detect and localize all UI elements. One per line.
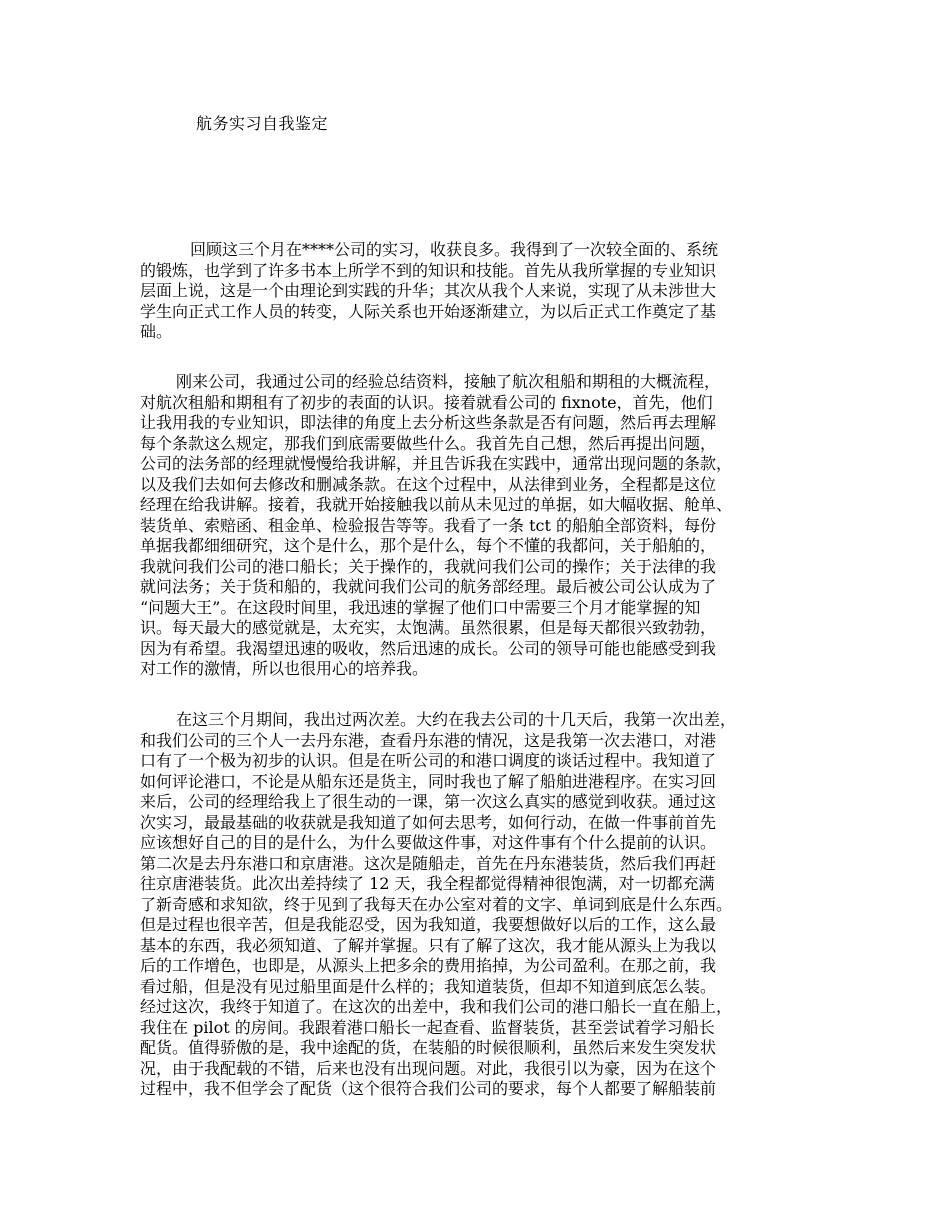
text-line: 和我们公司的三个人一去丹东港，查看丹东港的情况，这是我第一次去港口，对港 (140, 730, 717, 750)
paragraph-business-trips (140, 710, 830, 1100)
paragraph-review (140, 240, 830, 343)
text-line: 经理在给我讲解。接着，我就开始接触我以前从未见过的单据，如大幅收据、舱单、 (140, 495, 733, 514)
text-line: 看过船，但是没有见过船里面是什么样的；我知道装货，但却不知道到底怎么装。 (140, 976, 717, 996)
text-line: 过程中，我不但学会了配货（这个很符合我们公司的要求，每个人都要了解船装前 (140, 1079, 717, 1098)
text-line: 我就问我们公司的港口船长；关于操作的，我就问我们公司的操作；关于法律的我 (140, 556, 717, 576)
text-line: 但是过程也很辛苦，但是我能忍受，因为我知道，我要想做好以后的工作，这么最 (140, 915, 717, 934)
text-line: 学生向正式工作人员的转变，人际关系也开始逐渐建立，为以后正式工作奠定了基 (140, 301, 717, 321)
text-line: “问题大王”。在这段时间里，我迅速的掌握了他们口中需要三个月才能掌握的知 (140, 597, 701, 617)
text-line: 层面上说，这是一个由理论到实践的升华；其次从我个人来说，实现了从未涉世大 (140, 281, 717, 300)
text-line: 应该想好自己的目的是什么，为什么要做这件事，对这件事有个什么提前的认识。 (140, 833, 717, 852)
text-line: 况，由于我配载的不错，后来也没有出现问题。对此，我很引以为豪，因为在这个 (140, 1058, 717, 1078)
text-line: 以及我们去如何去修改和删减条款。在这个过程中，从法律到业务，全程都是这位 (140, 474, 717, 494)
text-line: 了新奇感和求知欲，终于见到了我每天在办公室对着的文字、单词到底是什么东西。 (140, 894, 733, 914)
text-line: 的锻炼，也学到了许多书本上所学不到的知识和技能。首先从我所掌握的专业知识 (140, 260, 717, 280)
text-line: 础。 (140, 322, 173, 341)
text-line: 往京唐港装货。此次出差持续了 12 天，我全程都觉得精神很饱满，对一切都充满 (140, 874, 715, 893)
text-line: 就问法务；关于货和船的，我就问我们公司的航务部经理。最后被公司公认成为了 (140, 577, 717, 596)
text-line: 次实习，最最基础的收获就是我知道了如何去思考，如何行动，在做一件事前首先 (140, 812, 717, 832)
text-line: 装货单、索赔函、租金单、检验报告等等。我看了一条 tct 的船舶全部资料，每份 (140, 515, 716, 535)
text-line: 每个条款这么规定，那我们到底需要做些什么。我首先自己想，然后再提出问题， (140, 433, 717, 453)
text-line: 来后，公司的经理给我上了很生动的一课，第一次这么真实的感觉到收获。通过这 (140, 792, 717, 811)
text-line: 对航次租船和期租有了初步的表面的认识。接着就看公司的 fixnote，首先，他们 (140, 392, 713, 412)
text-line: 口有了一个极为初步的认识。但是在听公司的和港口调度的谈话过程中。我知道了 (140, 751, 717, 770)
text-line: 第二次是去丹东港口和京唐港。这次是随船走，首先在丹东港装货，然后我们再赶 (140, 853, 717, 873)
document-title: 航务实习自我鉴定 (196, 114, 329, 133)
text-line: 配货。值得骄傲的是，我中途配的货，在装船的时候很顺利，虽然后来发生突发状 (140, 1038, 717, 1057)
text-line: 公司的法务部的经理就慢慢给我讲解，并且告诉我在实践中，通常出现问题的条款， (140, 454, 733, 473)
text-line: 回顾这三个月在****公司的实习，收获良多。我得到了一次较全面的、系统 (190, 240, 719, 259)
text-line: 在这三个月期间，我出过两次差。大约在我去公司的十几天后，我第一次出差， (176, 710, 737, 729)
text-line: 后的工作增色，也即是，从源头上把多余的费用掐掉，为公司盈利。在那之前，我 (140, 956, 717, 975)
text-line: 我住在 pilot 的房间。我跟着港口船长一起查看、监督装货，甚至尝试着学习船长 (140, 1017, 715, 1037)
text-line: 经过这次，我终于知道了。在这次的出差中，我和我们公司的港口船长一直在船上， (140, 997, 733, 1016)
text-line: 因为有希望。我渴望迅速的吸收，然后迅速的成长。公司的领导可能也能感受到我 (140, 638, 717, 658)
text-line: 单据我都细细研究，这个是什么，那个是什么，每个不懂的我都问，关于船舶的， (140, 536, 717, 555)
text-line: 刚来公司，我通过公司的经验总结资料，接触了航次租船和期租的大概流程， (176, 372, 721, 391)
text-line: 基本的东西，我必须知道、了解并掌握。只有了解了这次，我才能从源头上为我以 (140, 935, 717, 955)
paragraph-company-training (140, 372, 830, 680)
text-line: 如何评论港口，不论是从船东还是货主，同时我也了解了船舶进港程序。在实习回 (140, 771, 717, 791)
text-line: 让我用我的专业知识，即法律的角度上去分析这些条款是否有问题，然后再去理解 (140, 413, 717, 432)
text-line: 识。每天最大的感觉就是，太充实，太饱满。虽然很累，但是每天都很兴致勃勃， (140, 618, 717, 637)
text-line: 对工作的激情，所以也很用心的培养我。 (140, 659, 429, 678)
